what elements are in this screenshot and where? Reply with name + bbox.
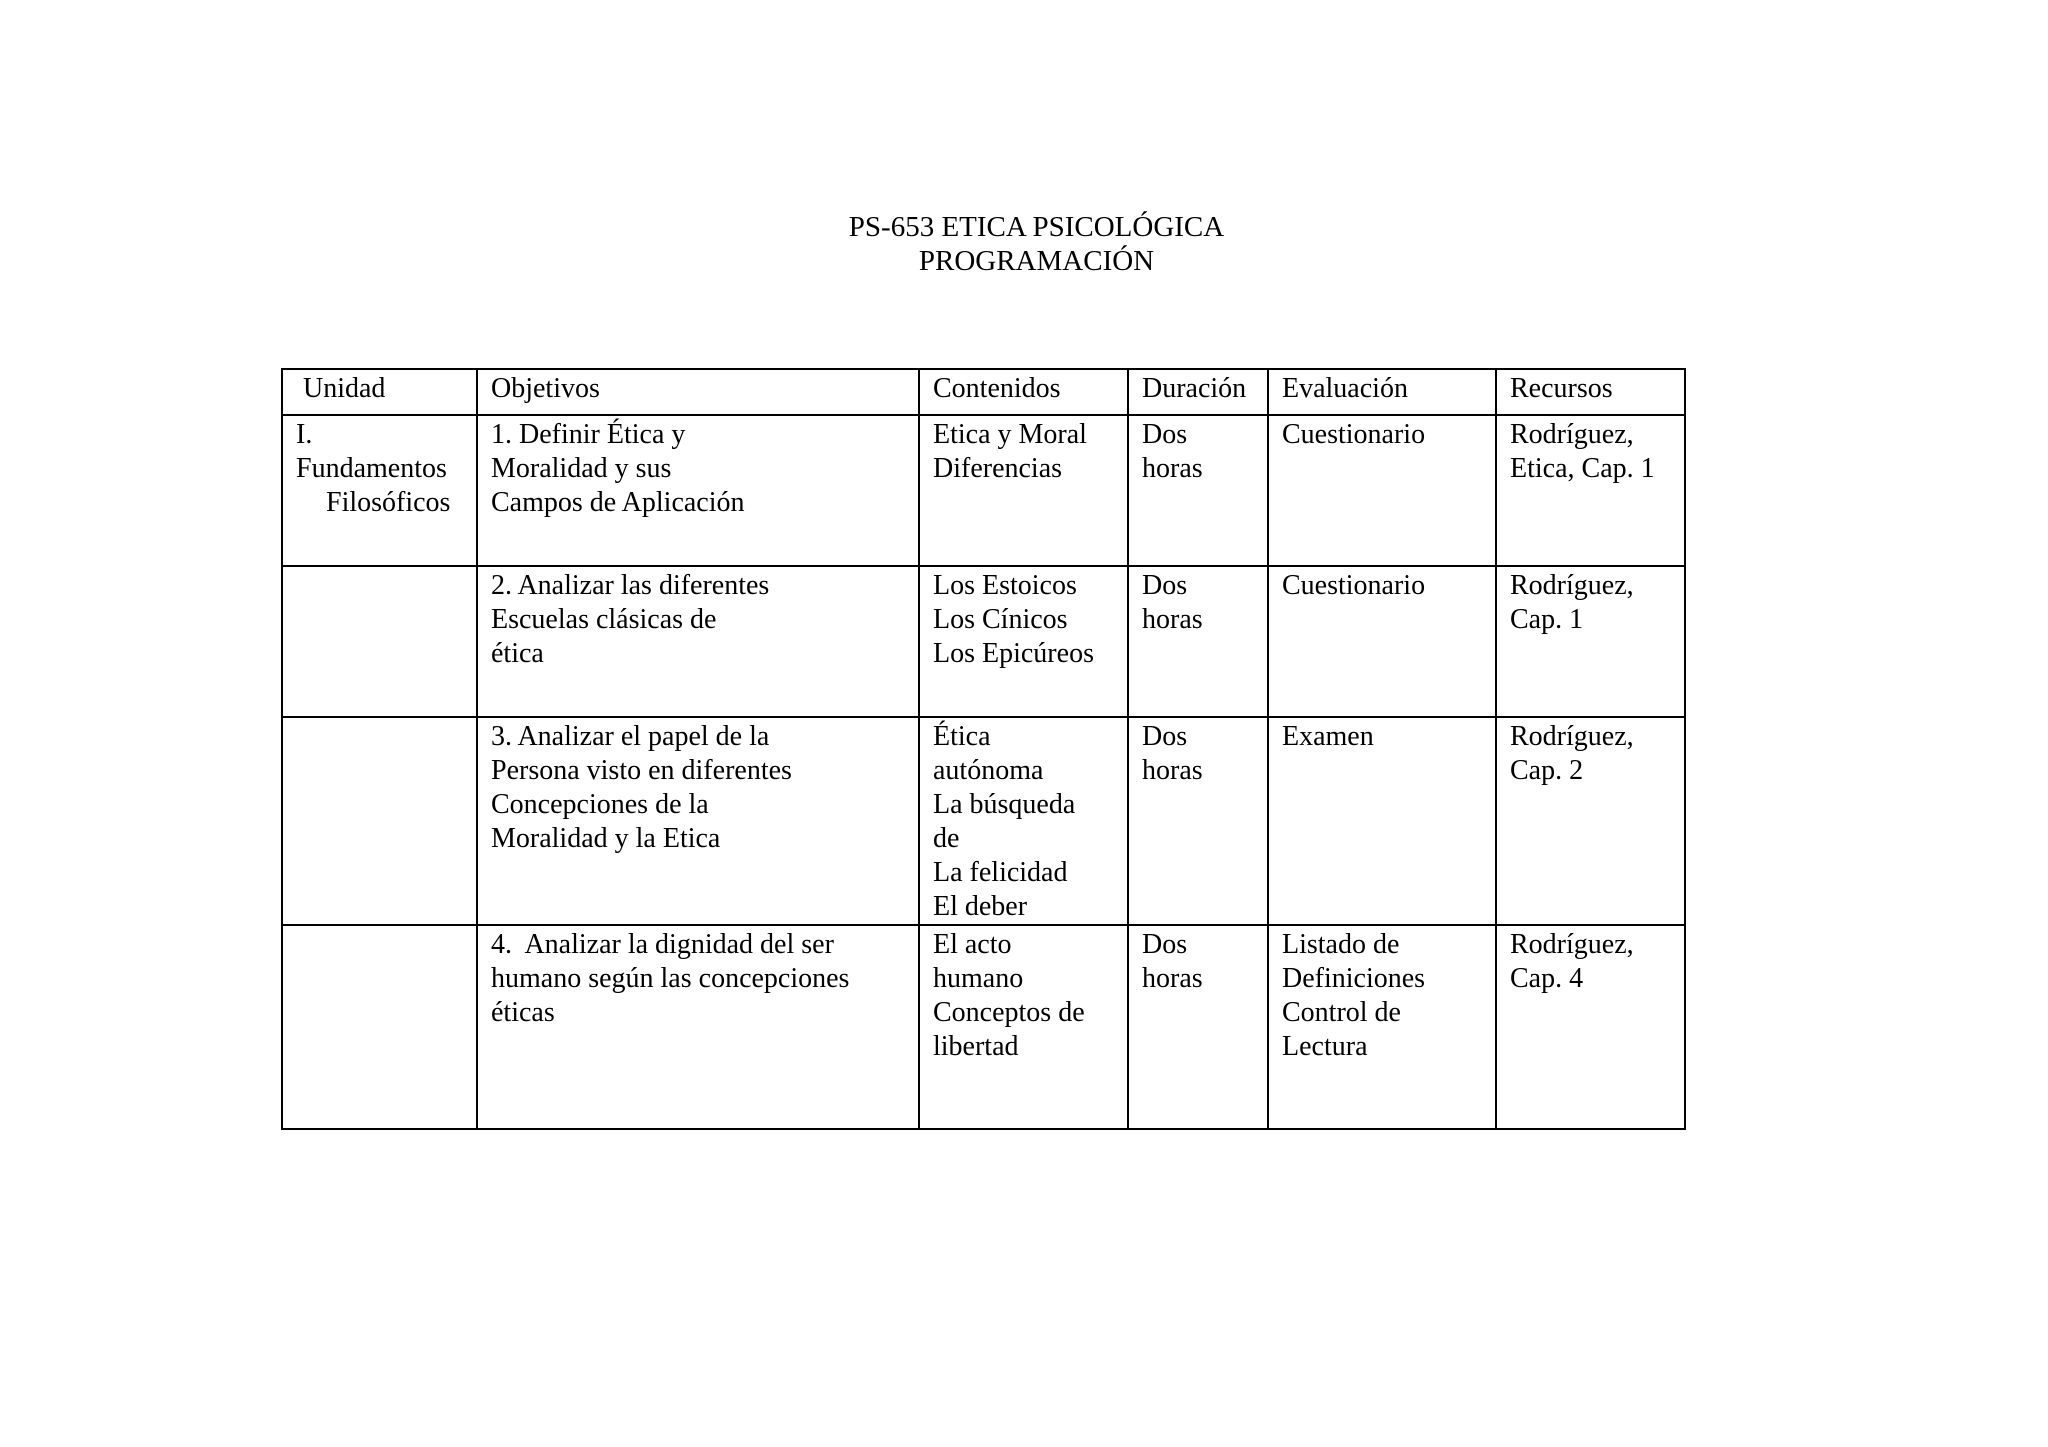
cell-unidad: [282, 925, 477, 1129]
cell-unidad: [282, 566, 477, 717]
text-line: Diferencias: [933, 453, 1063, 484]
text-line: Los Estoicos: [933, 570, 1077, 601]
text-line: Cap. 4: [1510, 963, 1584, 994]
cell-objetivos: [477, 415, 919, 566]
cell-recursos: [1496, 717, 1685, 925]
cell-unidad: [282, 717, 477, 925]
text-line: Dos: [1142, 721, 1188, 752]
text-line: Concepciones de la: [491, 789, 709, 820]
unit-name-line2: Filosóficos: [326, 487, 451, 518]
text-line: La felicidad: [933, 857, 1068, 888]
unit-number: I.: [296, 419, 313, 450]
table-row: [282, 566, 1685, 717]
cell-evaluacion: [1268, 415, 1496, 566]
text-line: Ética: [933, 721, 991, 752]
text-line: Cuestionario: [1282, 570, 1426, 601]
text-line: Cap. 1: [1510, 604, 1584, 635]
text-line: Rodríguez,: [1510, 721, 1634, 752]
table-row: [282, 717, 1685, 925]
text-line: Rodríguez,: [1510, 929, 1634, 960]
text-line: Los Epicúreos: [933, 638, 1094, 669]
text-line: Definiciones: [1282, 963, 1426, 994]
cell-objetivos: [477, 925, 919, 1129]
table-row: [282, 415, 1685, 566]
text-line: de: [933, 823, 960, 854]
cell-contenidos: [919, 717, 1128, 925]
text-line: Los Cínicos: [933, 604, 1068, 635]
cell-duracion: [1128, 566, 1268, 717]
header-duracion: Duración: [1128, 369, 1268, 415]
cell-evaluacion: [1268, 566, 1496, 717]
header-objetivos: Objetivos: [477, 369, 919, 415]
text-line: Moralidad y sus: [491, 453, 672, 484]
text-line: Cuestionario: [1282, 419, 1426, 450]
title-programming: PROGRAMACIÓN: [918, 245, 1155, 277]
text-line: Listado de: [1282, 929, 1400, 960]
program-table: [281, 368, 1686, 1130]
text-line: 3. Analizar el papel de la: [491, 721, 770, 752]
cell-objetivos: [477, 566, 919, 717]
text-line: humano según las concepciones: [491, 963, 850, 994]
header-unidad: Unidad: [282, 369, 477, 415]
text-line: Persona visto en diferentes: [491, 755, 792, 786]
text-line: libertad: [933, 1031, 1019, 1062]
text-line: Examen: [1282, 721, 1374, 752]
text-line: Etica y Moral: [933, 419, 1087, 450]
text-line: La búsqueda: [933, 789, 1076, 820]
text-line: Campos de Aplicación: [491, 487, 745, 518]
text-line: Control de: [1282, 997, 1401, 1028]
unit-name-line1: Fundamentos: [296, 453, 447, 484]
text-line: 4. Analizar la dignidad del ser: [491, 929, 834, 960]
text-line: horas: [1142, 604, 1203, 635]
text-line: Escuelas clásicas de: [491, 604, 717, 635]
text-line: éticas: [491, 997, 555, 1028]
text-line: horas: [1142, 755, 1203, 786]
text-line: Cap. 2: [1510, 755, 1584, 786]
cell-evaluacion: [1268, 925, 1496, 1129]
cell-duracion: [1128, 415, 1268, 566]
cell-contenidos: [919, 566, 1128, 717]
text-line: Dos: [1142, 929, 1188, 960]
cell-contenidos: [919, 925, 1128, 1129]
cell-evaluacion: [1268, 717, 1496, 925]
text-line: Dos: [1142, 570, 1188, 601]
text-line: 1. Definir Ética y: [491, 419, 686, 450]
header-contenidos: Contenidos: [919, 369, 1128, 415]
text-line: Lectura: [1282, 1031, 1368, 1062]
text-line: Rodríguez,: [1510, 419, 1634, 450]
text-line: horas: [1142, 453, 1203, 484]
cell-duracion: [1128, 925, 1268, 1129]
cell-contenidos: [919, 415, 1128, 566]
cell-recursos: [1496, 925, 1685, 1129]
text-line: Moralidad y la Etica: [491, 823, 721, 854]
cell-unidad: [282, 415, 477, 566]
text-line: ética: [491, 638, 544, 669]
text-line: Etica, Cap. 1: [1510, 453, 1655, 484]
text-line: Conceptos de: [933, 997, 1085, 1028]
document-title: [0, 210, 2048, 278]
text-line: Dos: [1142, 419, 1188, 450]
text-line: El acto: [933, 929, 1012, 960]
text-line: El deber: [933, 891, 1028, 922]
title-course: PS-653 ETICA PSICOLÓGICA: [848, 211, 1225, 243]
text-line: 2. Analizar las diferentes: [491, 570, 770, 601]
header-evaluacion: Evaluación: [1268, 369, 1496, 415]
table-row: [282, 925, 1685, 1129]
cell-recursos: [1496, 566, 1685, 717]
text-line: autónoma: [933, 755, 1044, 786]
cell-recursos: [1496, 415, 1685, 566]
header-recursos: Recursos: [1496, 369, 1685, 415]
text-line: humano: [933, 963, 1024, 994]
table-header-row: [282, 369, 1685, 415]
cell-objetivos: [477, 717, 919, 925]
text-line: horas: [1142, 963, 1203, 994]
text-line: Rodríguez,: [1510, 570, 1634, 601]
cell-duracion: [1128, 717, 1268, 925]
